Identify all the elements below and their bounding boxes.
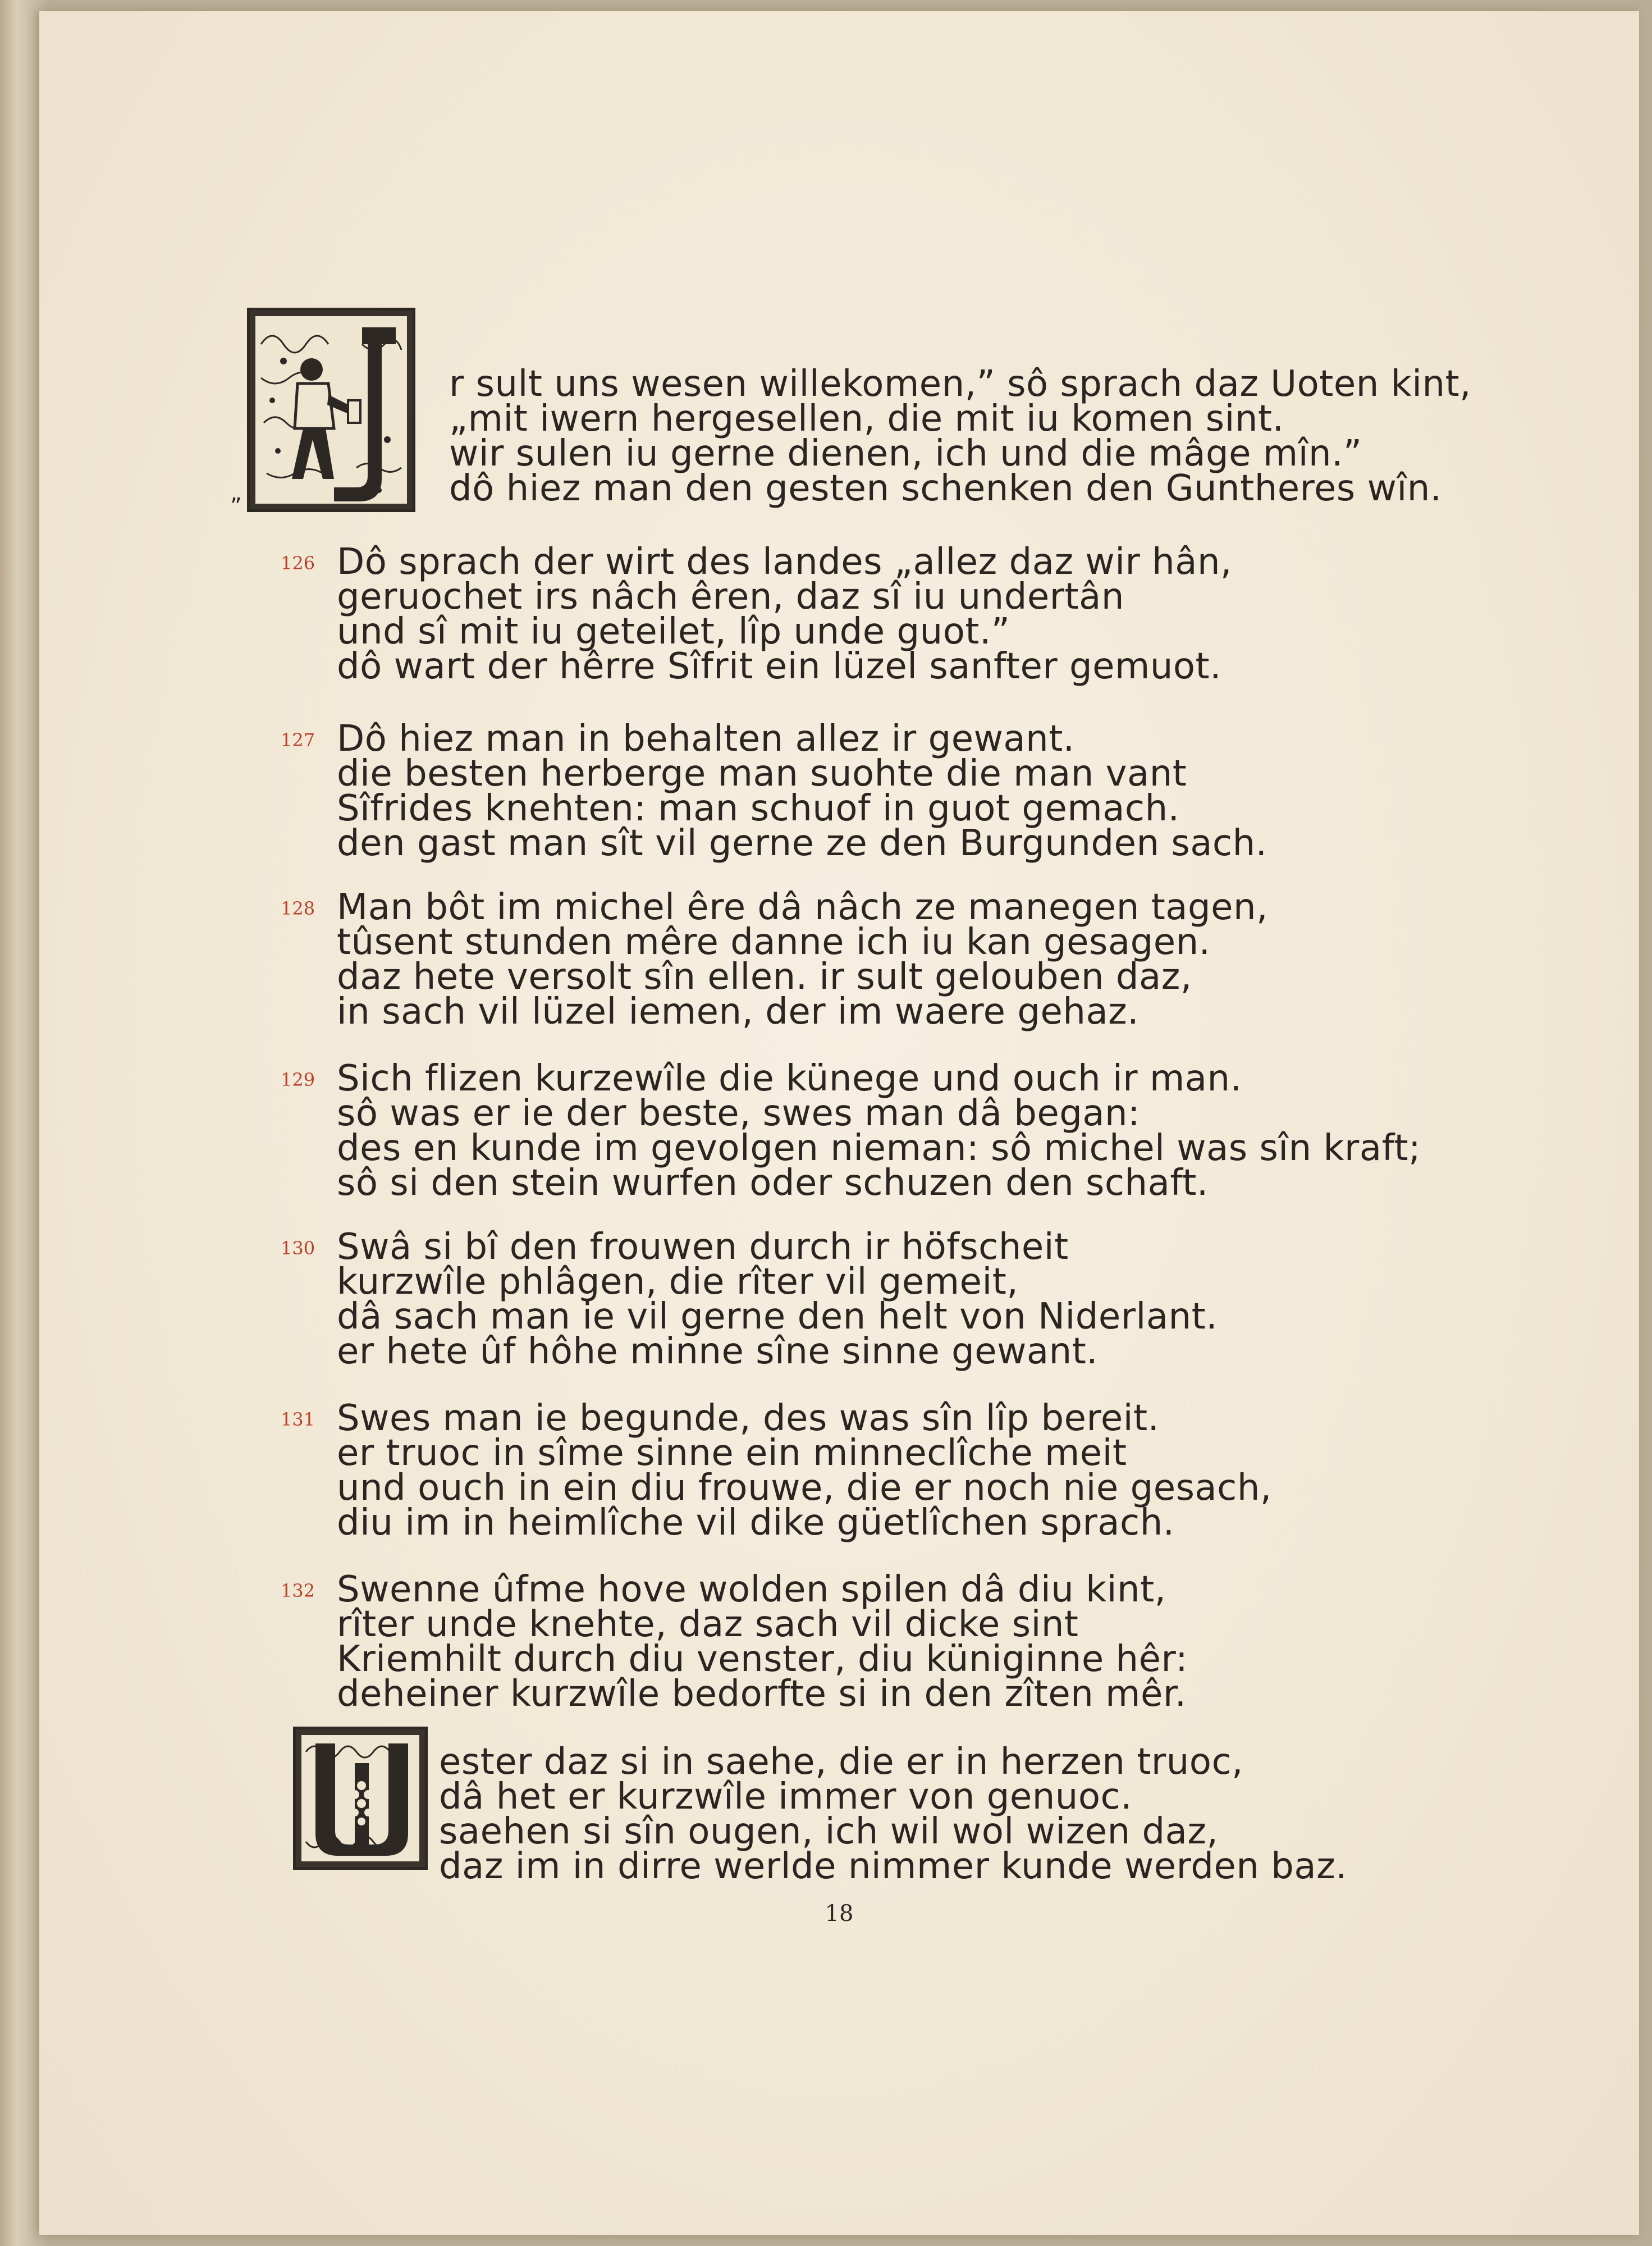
decorated-initial-i — [247, 308, 415, 512]
stanza-number: 130 — [281, 1238, 315, 1259]
verse-line: Dô sprach der wirt des landes „allez daz wir hân, — [337, 541, 1232, 583]
verse-line: des en kunde im gevolgen nieman: sô michel was sîn kraft; — [337, 1127, 1421, 1169]
verse-line: wir sulen iu gerne dienen, ich und die mâge mîn.” — [449, 433, 1362, 474]
stanza-number: 126 — [281, 553, 315, 574]
page-number: 18 — [825, 1901, 854, 1927]
stanza-number: 129 — [281, 1069, 315, 1090]
verse-line: dô wart der hêrre Sîfrit ein lüzel sanfter gemuot. — [337, 646, 1221, 687]
verse-line: Swenne ûfme hove wolden spilen dâ diu kint, — [337, 1569, 1166, 1610]
verse-line: Dô hiez man in behalten allez ir gewant. — [337, 718, 1075, 760]
stanza-number: 127 — [281, 729, 315, 751]
stanza-number: 128 — [281, 898, 315, 919]
verse-line: r sult uns wesen willekomen,” sô sprach daz Uoten kint, — [449, 363, 1471, 405]
verse-line: Kriemhilt durch diu venster, diu küniginne hêr: — [337, 1638, 1188, 1680]
book-page — [39, 11, 1639, 2235]
verse-line: daz hete versolt sîn ellen. ir sult gelouben daz, — [337, 956, 1192, 998]
verse-line: kurzwîle phlâgen, die rîter vil gemeit, — [337, 1261, 1019, 1303]
verse-line: Man bôt im michel êre dâ nâch ze manegen tagen, — [337, 887, 1268, 928]
verse-line: und sî mit iu geteilet, lîp unde guot.” — [337, 611, 1010, 652]
grape-ornament-icon — [296, 1729, 425, 1867]
verse-line: deheiner kurzwîle bedorfte si in den zîten mêr. — [337, 1673, 1187, 1715]
verse-line: rîter unde knehte, daz sach vil dicke sint — [337, 1604, 1079, 1645]
verse-line: er truoc in sîme sinne ein minneclîche meit — [337, 1432, 1127, 1474]
verse-line: Swes man ie begunde, des was sîn lîp bereit. — [337, 1398, 1160, 1439]
verse-line: und ouch in ein diu frouwe, die er noch nie gesach, — [337, 1467, 1272, 1509]
verse-line: diu im in heimlîche vil dike güetlîchen sprach. — [337, 1502, 1175, 1544]
margin-quote-mark: „ — [230, 480, 242, 506]
verse-line: er hete ûf hôhe minne sîne sinne gewant. — [337, 1331, 1099, 1372]
verse-line: die besten herberge man suohte die man vant — [337, 753, 1187, 795]
decorated-initial-w — [293, 1727, 428, 1870]
verse-line: dâ het er kurzwîle immer von genuoc. — [439, 1776, 1133, 1818]
verse-line: saehen si sîn ougen, ich wil wol wizen daz, — [439, 1811, 1219, 1852]
verse-line: sô si den stein wurfen oder schuzen den schaft. — [337, 1162, 1209, 1204]
verse-line: den gast man sît vil gerne ze den Burgunden sach. — [337, 823, 1267, 864]
verse-line: dâ sach man ie vil gerne den helt von Niderlant. — [337, 1296, 1218, 1337]
verse-line: dô hiez man den gesten schenken den Guntheres wîn. — [449, 468, 1442, 509]
figure-illustration-icon — [250, 311, 413, 509]
verse-line: in sach vil lüzel iemen, der im waere gehaz. — [337, 991, 1140, 1033]
verse-line: Sich flizen kurzewîle die künege und ouch ir man. — [337, 1058, 1242, 1099]
verse-line: Swâ si bî den frouwen durch ir höfscheit — [337, 1226, 1069, 1268]
verse-line: tûsent stunden mêre danne ich iu kan gesagen. — [337, 921, 1211, 963]
poem-content — [39, 11, 1639, 2235]
verse-line: geruochet irs nâch êren, daz sî iu undertân — [337, 576, 1124, 618]
verse-line: daz im in dirre werlde nimmer kunde werden baz. — [439, 1846, 1348, 1887]
verse-line: ester daz si in saehe, die er in herzen truoc, — [439, 1741, 1243, 1783]
stanza-number: 132 — [281, 1580, 315, 1601]
stanza-number: 131 — [281, 1409, 315, 1430]
verse-line: Sîfrides knehten: man schuof in guot gemach. — [337, 788, 1180, 829]
verse-line: sô was er ie der beste, swes man dâ began: — [337, 1093, 1141, 1134]
verse-line: „mit iwern hergesellen, die mit iu komen sint. — [449, 398, 1284, 440]
